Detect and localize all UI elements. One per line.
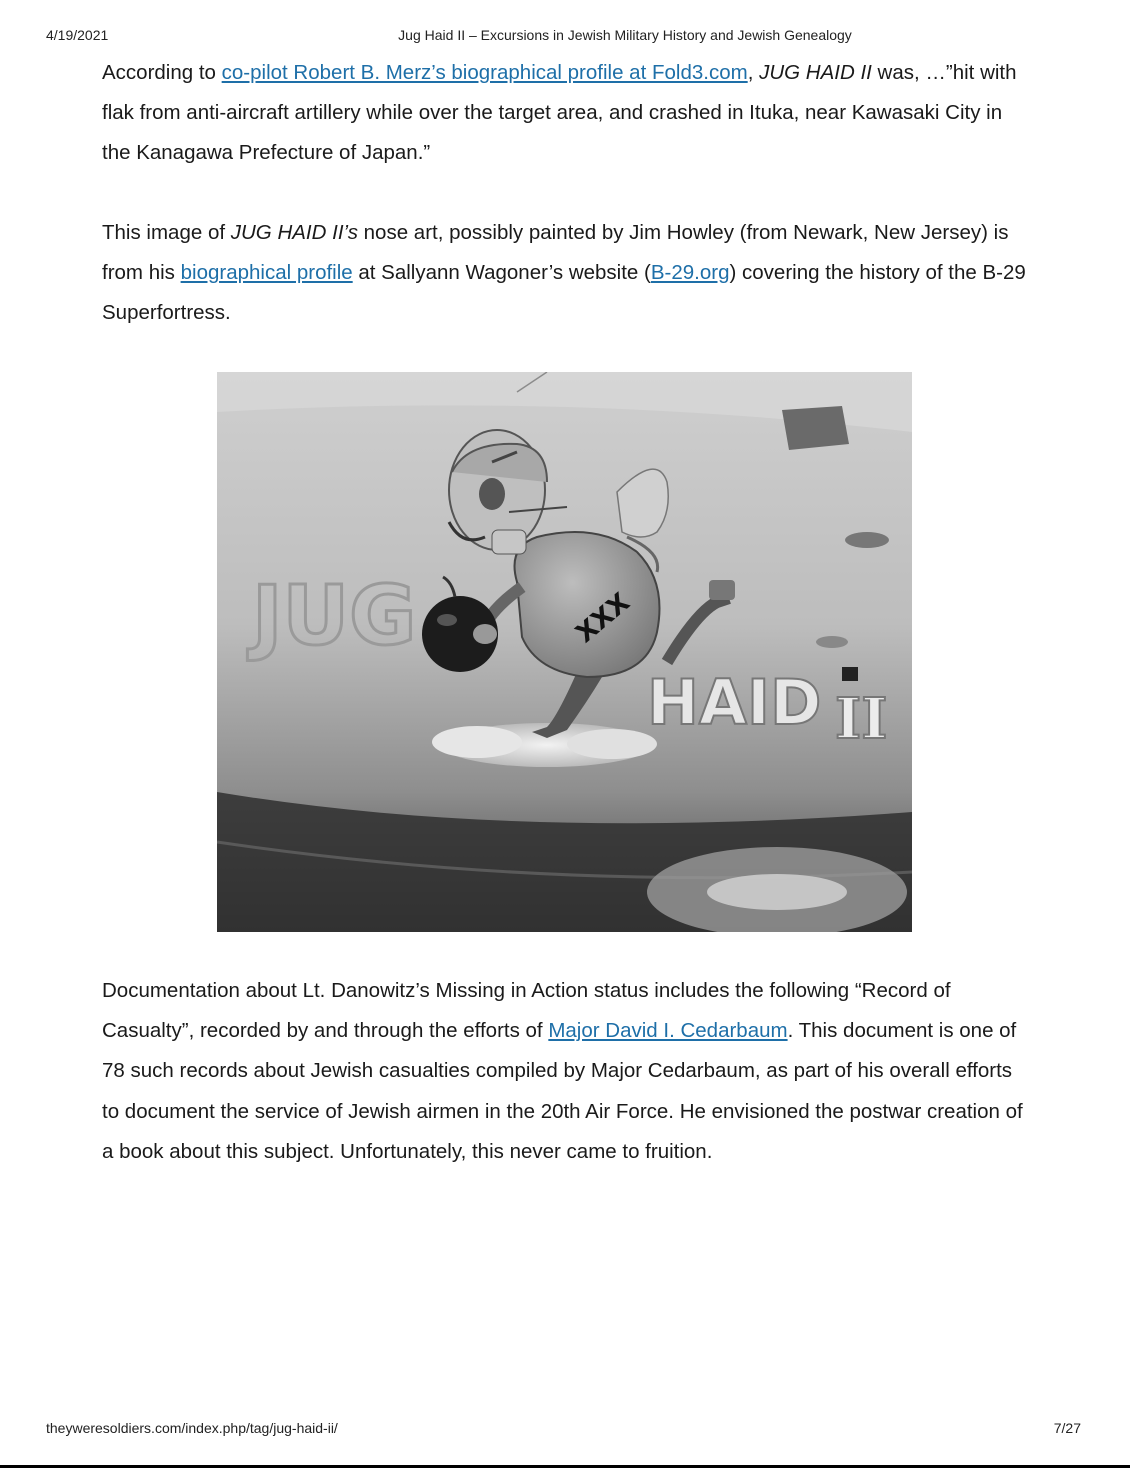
paragraph-casualty-record: Documentation about Lt. Danowitz’s Missing in Action status includes the following “Record of Casualty”, recorded by and through the efforts of Major David I. Cedarbaum. This document is one of 78 such records about Jewish casualties compiled by Major Cedarbaum, as part of his overall efforts to document the service of Jewish airmen in the 20th Air Force. He envisioned the postwar creation of a book about this subject. Unfortunately, this never came to fruition.: [102, 979, 1023, 1163]
xxx-marks: XXX: [570, 587, 636, 650]
b29-org-link[interactable]: B-29.org: [650, 261, 730, 285]
page-number: 7/27: [1053, 1420, 1081, 1436]
cedarbaum-link[interactable]: Major David I. Cedarbaum: [548, 1019, 788, 1043]
roman-numeral-lettering: II: [835, 686, 888, 752]
footer-url: theyweresoldiers.com/index.php/tag/jug-haid-ii/: [46, 1420, 338, 1436]
howley-profile-link[interactable]: biographical profile: [180, 261, 353, 285]
jug-lettering: JUG: [252, 569, 417, 664]
page-title: Jug Haid II – Excursions in Jewish Military History and Jewish Genealogy: [398, 27, 852, 43]
print-date: 4/19/2021: [46, 27, 109, 43]
haid-lettering: HAID: [647, 666, 822, 739]
merz-profile-link[interactable]: co-pilot Robert B. Merz’s biographical profile at Fold3.com: [221, 61, 748, 84]
nose-art-photo: [217, 372, 912, 932]
paragraph-crash-account: According to co-pilot Robert B. Merz’s biographical profile at Fold3.com, JUG HAID II was, …”hit with flak from anti-aircraft artillery while over the target area, and crashed in Ituka, near Kawasaki City in the Kanagawa Prefecture of Japan.”: [102, 61, 1017, 165]
paragraph-nose-art: This image of JUG HAID II’s nose art, possibly painted by Jim Howley (from Newark, New Jersey) is from his biographical profile at Sallyann Wagoner’s website (B-29.org) covering the history of the B-29 Superfortress.: [102, 221, 1026, 325]
